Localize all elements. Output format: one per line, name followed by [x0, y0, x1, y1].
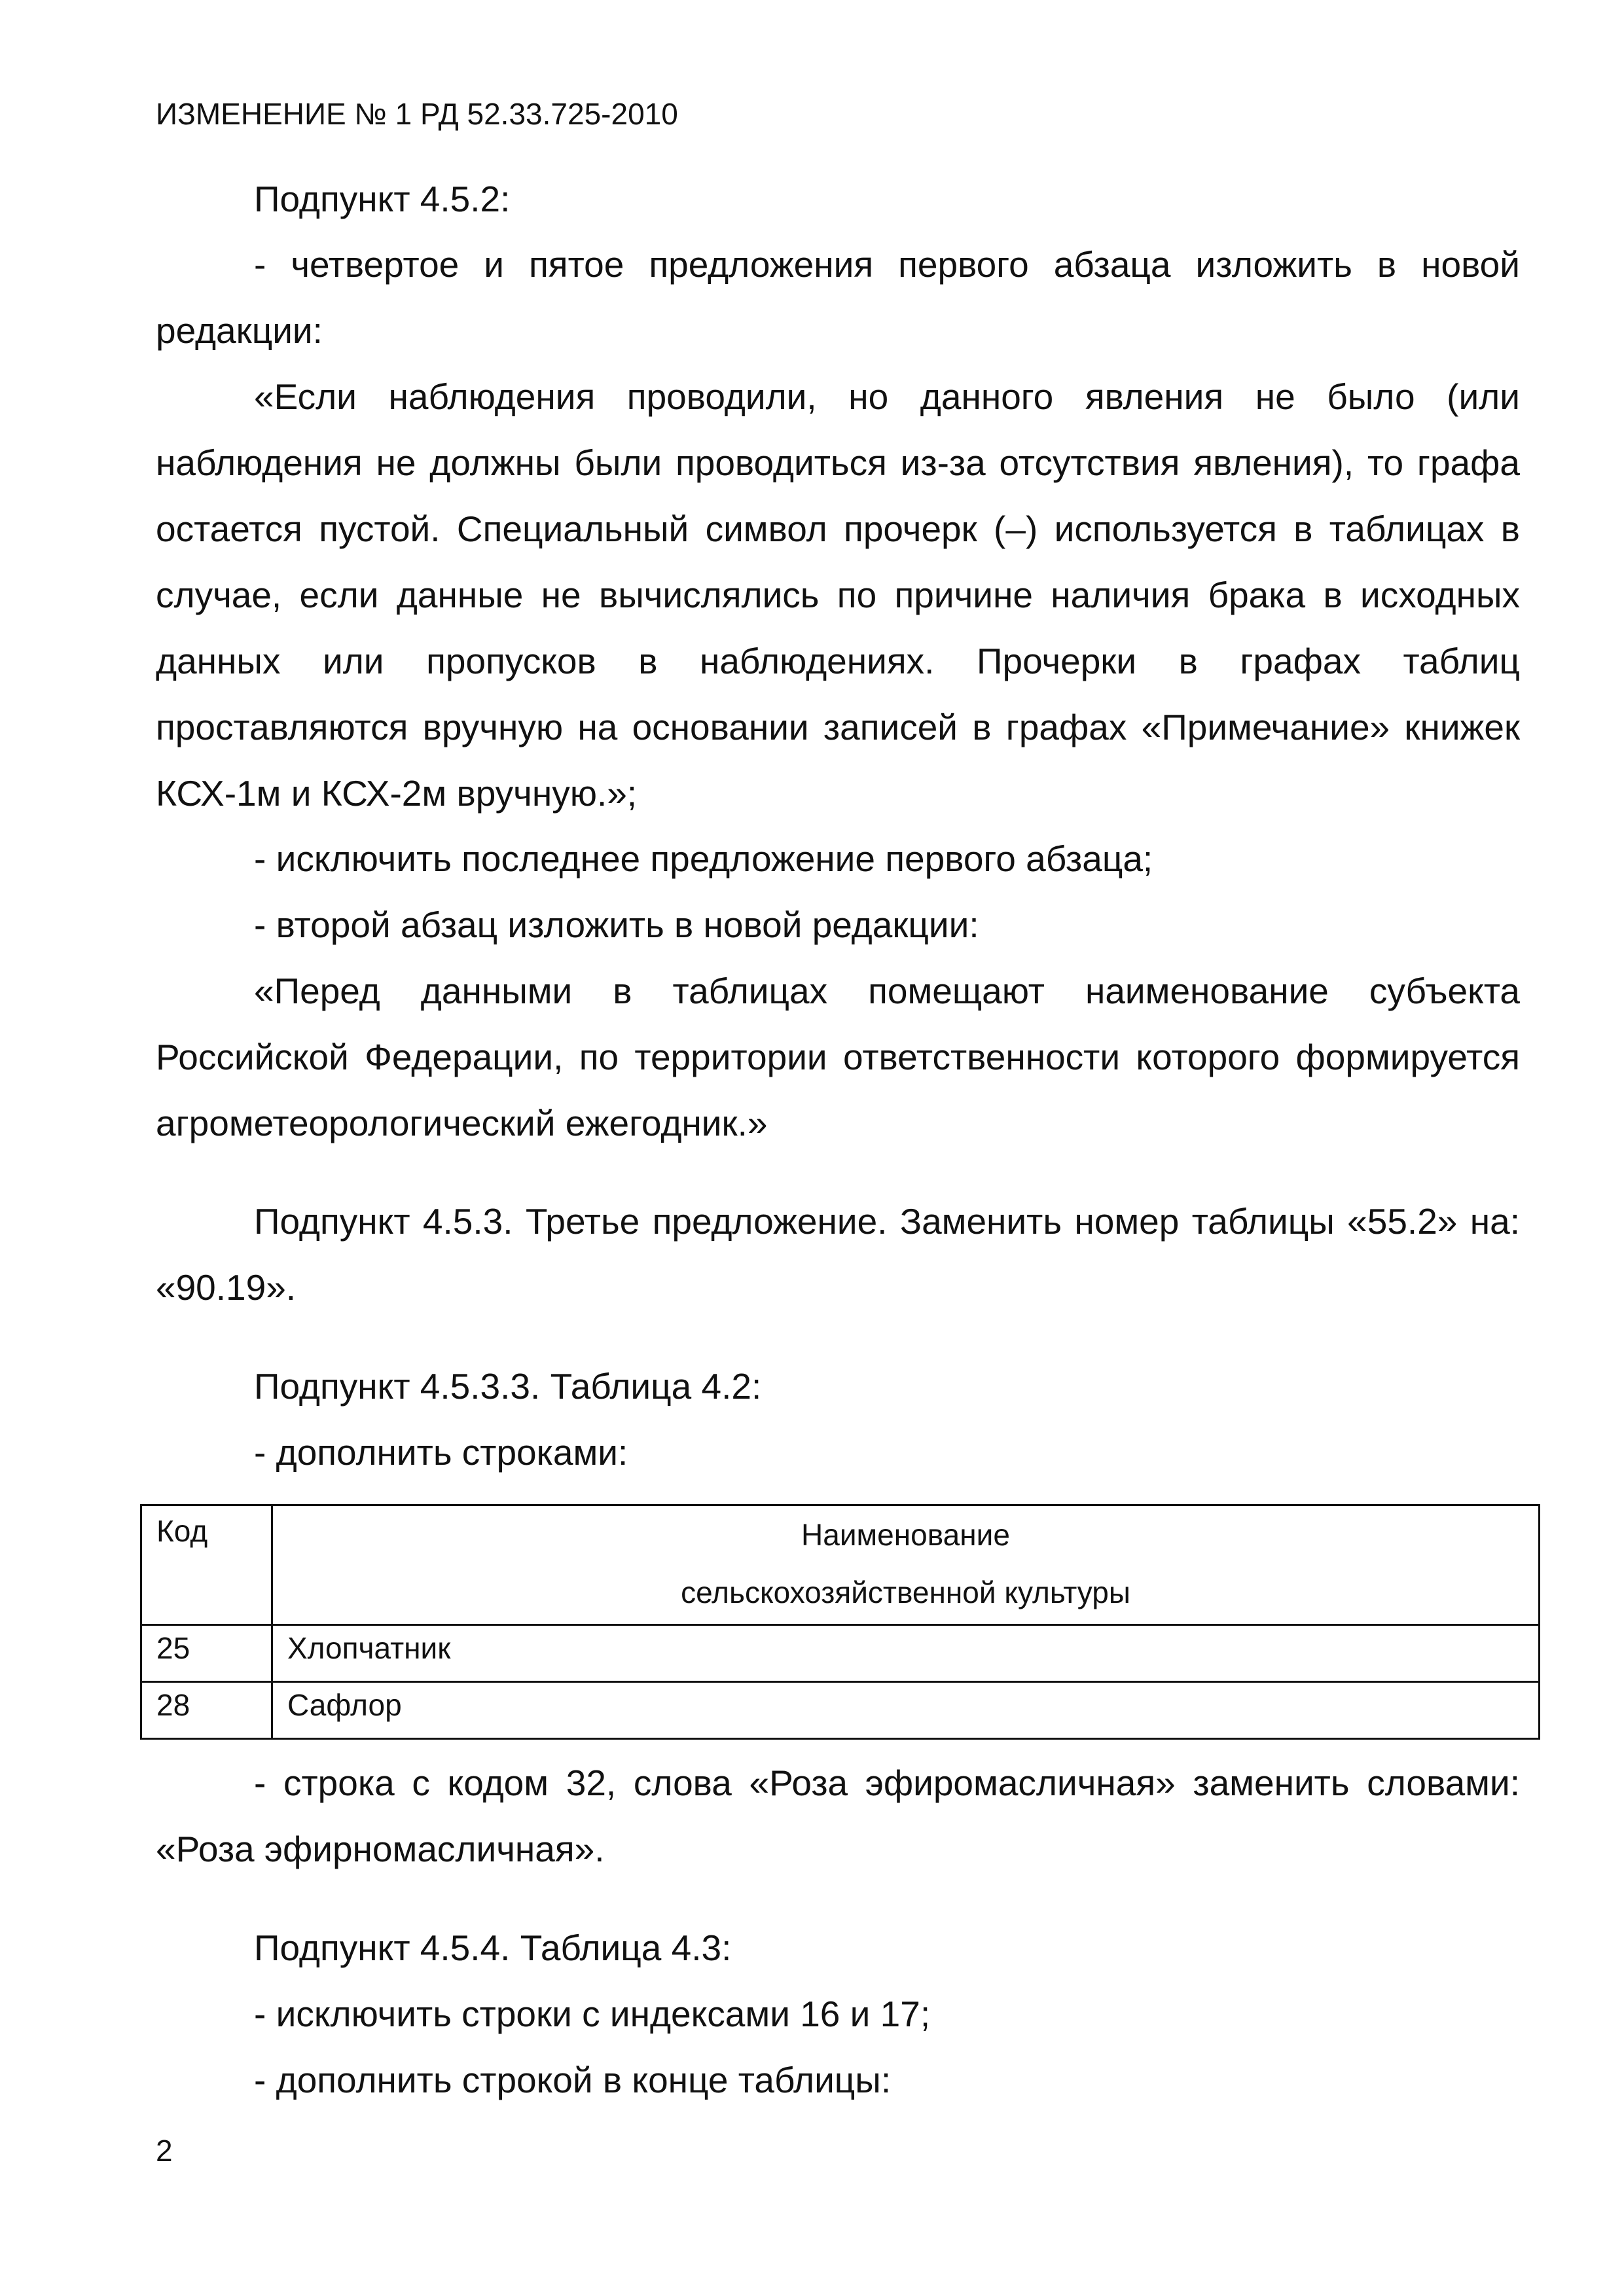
subsection-4-5-2-quote-2: «Перед данными в таблицах помещают наименование субъекта Российской Федерации, по территории ответственности которого формируется агрометеорологический ежегодник.»	[156, 971, 1520, 1143]
subsection-4-5-4-instruction-2: - дополнить строкой в конце таблицы:	[254, 2060, 892, 2100]
table-cell-name: Хлопчатник	[272, 1625, 1540, 1682]
table-header-code: Код	[141, 1505, 272, 1625]
subsection-4-5-2-quote-1: «Если наблюдения проводили, но данного явления не было (или наблюдения не должны были проводиться из-за отсутствия явления), то графа остается пустой. Специальный символ прочерк (–) используется в таблицах в случае, если данные не вычислялись по причине наличия брака в исходных данных или пропусков в наблюдениях. Прочерки в графах таблиц проставляются вручную на основании записей в графах «Примечание» книжек КСХ-1м и КСХ-2м вручную.»;	[156, 376, 1520, 814]
table-cell-code: 28	[141, 1682, 272, 1739]
table-header-name-line-2: сельскохозяйственной культуры	[681, 1575, 1130, 1609]
subsection-4-5-2-instruction-3: - второй абзац изложить в новой редакции:	[254, 905, 979, 945]
subsection-4-5-4-title: Подпункт 4.5.4. Таблица 4.3:	[254, 1928, 732, 1968]
table-header-name	[272, 1505, 1540, 1625]
table-row	[141, 1625, 1540, 1682]
subsection-4-5-2-instruction-1: - четвертое и пятое предложения первого абзаца изложить в новой редакции:	[156, 244, 1520, 351]
subsection-4-5-2-title: Подпункт 4.5.2:	[254, 179, 511, 219]
table-header-name-line-1: Наименование	[801, 1518, 1010, 1552]
subsection-4-5-2-instruction-2: - исключить последнее предложение первого абзаца;	[254, 838, 1153, 879]
page-number: 2	[156, 2134, 173, 2168]
subsection-4-5-4-instruction-1: - исключить строки с индексами 16 и 17;	[254, 1994, 931, 2034]
subsection-4-5-3-3-instruction-2: - строка с кодом 32, слова «Роза эфиромасличная» заменить словами: «Роза эфирномасличная».	[156, 1763, 1520, 1869]
table-row	[141, 1682, 1540, 1739]
subsection-4-5-3-3-instruction-1: - дополнить строками:	[254, 1432, 628, 1473]
table-cell-name: Сафлор	[272, 1682, 1540, 1739]
crop-codes-table	[140, 1504, 1540, 1740]
subsection-4-5-3-3-title: Подпункт 4.5.3.3. Таблица 4.2:	[254, 1366, 762, 1407]
table-cell-code: 25	[141, 1625, 272, 1682]
document-header: ИЗМЕНЕНИЕ № 1 РД 52.33.725-2010	[156, 97, 678, 131]
subsection-4-5-3-text: Подпункт 4.5.3. Третье предложение. Заменить номер таблицы «55.2» на: «90.19».	[156, 1201, 1520, 1308]
table-header-row	[141, 1505, 1540, 1625]
